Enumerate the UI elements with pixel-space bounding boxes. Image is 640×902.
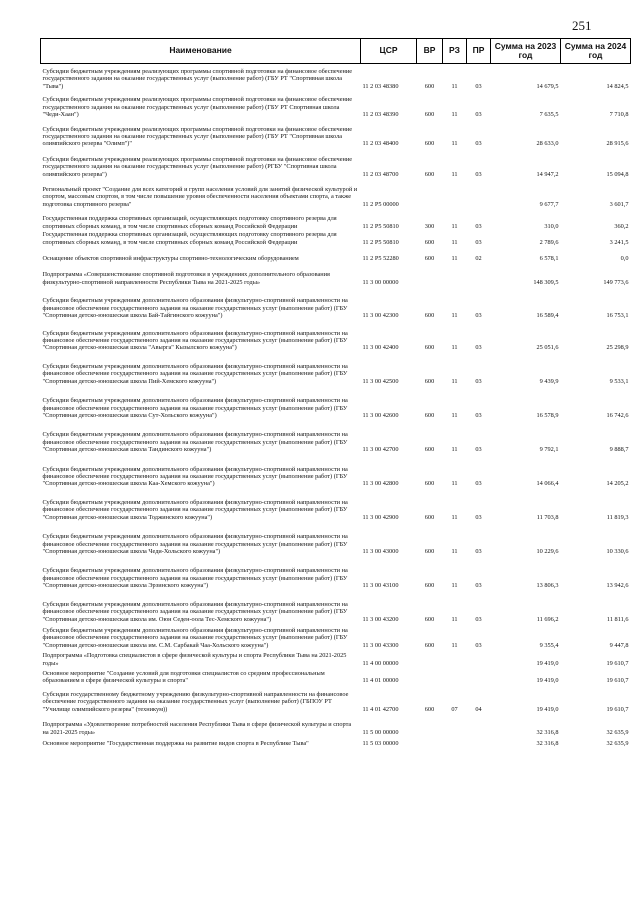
row-sum-2023: 9 355,4 bbox=[539, 641, 559, 649]
row-vr: 600 bbox=[424, 547, 435, 555]
row-vr bbox=[417, 721, 443, 740]
row-rz bbox=[443, 740, 467, 751]
row-name: Основное мероприятие "Создание условий для подготовки специалистов со средним профессиональным образованием в сфере физической культуры и спорта" bbox=[42, 670, 325, 685]
row-rz: 11 bbox=[451, 582, 458, 590]
row-sum-2024: 28 915,6 bbox=[606, 140, 629, 148]
row-sum-2024: 13 942,6 bbox=[606, 582, 629, 590]
table-row bbox=[41, 567, 631, 600]
row-vr bbox=[417, 740, 443, 751]
row-sum-2023: 32 316,8 bbox=[536, 728, 559, 736]
row-name: Оснащение объектов спортивной инфраструктуры спортивно-технологическим оборудованием bbox=[42, 255, 299, 263]
budget-table bbox=[40, 38, 631, 751]
row-vr: 600 bbox=[424, 377, 435, 385]
row-sum-2024: 32 635,9 bbox=[606, 740, 629, 747]
row-sum-2024: 3 241,5 bbox=[609, 238, 629, 246]
row-csr: 11 2 03 48380 bbox=[362, 82, 399, 90]
row-pr bbox=[467, 721, 491, 740]
row-csr: 11 3 00 42600 bbox=[362, 411, 399, 419]
table-row bbox=[41, 691, 631, 721]
row-sum-2024: 32 635,9 bbox=[606, 728, 629, 736]
row-vr: 600 bbox=[424, 111, 435, 119]
row-rz: 11 bbox=[451, 344, 458, 352]
row-sum-2023: 14 679,5 bbox=[536, 82, 559, 90]
row-sum-2023: 16 578,9 bbox=[536, 411, 559, 419]
row-vr: 600 bbox=[424, 344, 435, 352]
row-sum-2024: 360,2 bbox=[614, 222, 629, 230]
row-vr bbox=[417, 271, 443, 297]
row-sum-2024: 16 753,1 bbox=[606, 312, 629, 320]
row-sum-2023: 148 309,5 bbox=[533, 278, 559, 286]
row-pr: 03 bbox=[475, 82, 482, 90]
row-csr: 11 4 01 00000 bbox=[362, 677, 399, 685]
row-csr: 11 5 00 00000 bbox=[362, 728, 399, 736]
row-rz: 11 bbox=[451, 480, 458, 488]
row-rz: 11 bbox=[451, 222, 458, 230]
row-sum-2024: 16 742,6 bbox=[606, 411, 629, 419]
table-row bbox=[41, 533, 631, 567]
row-csr: 11 2 03 48390 bbox=[362, 111, 399, 119]
row-pr: 03 bbox=[475, 411, 482, 419]
row-sum-2024: 9 447,8 bbox=[609, 641, 629, 649]
row-pr: 03 bbox=[475, 111, 482, 119]
table-row bbox=[41, 397, 631, 431]
row-rz: 11 bbox=[451, 615, 458, 623]
table-row bbox=[41, 601, 631, 627]
row-sum-2023: 9 677,7 bbox=[539, 200, 559, 208]
row-name: Основное мероприятие "Государственная поддержка на развитие видов спорта в Республике Тыва" bbox=[42, 740, 309, 747]
row-sum-2023: 14 066,4 bbox=[536, 480, 559, 488]
row-name: Субсидии бюджетным учреждениям реализующих программы спортивной подготовки на финансовое обеспечение государственного задания на оказание государственных услуг (выполнение работ) (ГБУ РТ "Спортивная школа "Тыва") bbox=[42, 68, 353, 90]
row-sum-2023: 310,0 bbox=[544, 222, 559, 230]
row-sum-2023: 7 635,5 bbox=[539, 111, 559, 119]
row-sum-2023: 16 589,4 bbox=[536, 312, 559, 320]
row-pr: 03 bbox=[475, 344, 482, 352]
row-pr: 02 bbox=[475, 255, 482, 263]
row-name: Подпрограмма «Совершенствование спортивной подготовки в учреждениях дополнительного образования физкультурно-спортивной направленности Республики Тыва на 2021-2025 годы» bbox=[42, 271, 330, 286]
row-csr: 11 2 P5 50810 bbox=[362, 238, 399, 246]
row-rz: 11 bbox=[451, 255, 458, 263]
row-vr: 600 bbox=[424, 641, 435, 649]
header-pr: ПР bbox=[467, 39, 491, 64]
row-csr: 11 3 00 42900 bbox=[362, 513, 399, 521]
row-csr: 11 3 00 42500 bbox=[362, 377, 399, 385]
row-csr: 11 3 00 42800 bbox=[362, 480, 399, 488]
row-csr: 11 4 01 42700 bbox=[362, 705, 399, 713]
table-row bbox=[41, 431, 631, 465]
row-sum-2024: 3 601,7 bbox=[609, 200, 629, 208]
row-sum-2023: 19 419,0 bbox=[536, 677, 559, 685]
row-pr bbox=[467, 670, 491, 691]
header-sum-2024: Сумма на 2024 год bbox=[561, 39, 631, 64]
row-sum-2024: 14 824,5 bbox=[606, 82, 629, 90]
table-row bbox=[41, 652, 631, 670]
row-csr: 11 3 00 42700 bbox=[362, 446, 399, 454]
row-pr bbox=[467, 186, 491, 215]
table-row bbox=[41, 126, 631, 156]
row-pr: 03 bbox=[475, 641, 482, 649]
row-rz: 11 bbox=[451, 377, 458, 385]
row-name: Субсидии государственному бюджетному учреждению физкультурно-спортивной направленности на финансовое обеспечение государственного задания на оказание государственных услуг (выполнение работ) (ГБПОУ РТ "Училище олимпийского резерва" (техникум)) bbox=[42, 690, 349, 713]
row-csr: 11 3 00 43000 bbox=[362, 547, 399, 555]
row-sum-2024: 25 298,9 bbox=[606, 344, 629, 352]
row-rz: 11 bbox=[451, 82, 458, 90]
row-csr: 11 5 03 00000 bbox=[362, 740, 399, 747]
row-pr: 03 bbox=[475, 446, 482, 454]
row-vr: 600 bbox=[424, 238, 435, 246]
row-name: Субсидии бюджетным учреждениям дополнительного образования физкультурно-спортивной направленности на финансовое обеспечение государственного задания на оказание государственных услуг (выполнение работ) (ГБУ "Спортивная детско-юношеская школа Чеди-Хольского кожууна") bbox=[42, 533, 348, 555]
row-sum-2024: 11 819,3 bbox=[606, 513, 629, 521]
table-row bbox=[41, 297, 631, 329]
row-name: Субсидии бюджетным учреждениям дополнительного образования физкультурно-спортивной направленности на финансовое обеспечение государственного задания на оказание государственных услуг (выполнение работ) (ГБУ "Спортивная детско-юношеская школа им. С.М. Сарбакай Чаа-Хольского кожууна") bbox=[42, 626, 348, 649]
row-name: Субсидии бюджетным учреждениям дополнительного образования физкультурно-спортивной направленности на финансовое обеспечение государственного задания на оказание государственных услуг (выполнение работ) (ГБУ "Спортивная детско-юношеская школа Тандинского кожууна") bbox=[42, 431, 348, 454]
row-rz: 11 bbox=[451, 170, 458, 178]
row-pr: 03 bbox=[475, 140, 482, 148]
table-body bbox=[41, 64, 631, 752]
row-sum-2023: 2 789,6 bbox=[539, 238, 559, 246]
row-sum-2023: 11 703,8 bbox=[536, 513, 559, 521]
row-pr: 03 bbox=[475, 480, 482, 488]
row-vr bbox=[417, 652, 443, 670]
row-sum-2024: 7 710,8 bbox=[609, 111, 629, 119]
row-csr: 11 4 00 00000 bbox=[362, 659, 399, 667]
row-rz: 11 bbox=[451, 513, 458, 521]
table-row bbox=[41, 255, 631, 271]
row-vr: 600 bbox=[424, 82, 435, 90]
row-sum-2024: 19 610,7 bbox=[606, 677, 629, 685]
header-name: Наименование bbox=[41, 39, 361, 64]
row-sum-2023: 9 792,1 bbox=[539, 446, 559, 454]
row-rz: 07 bbox=[451, 705, 458, 713]
row-pr bbox=[467, 271, 491, 297]
table-row bbox=[41, 740, 631, 751]
page-number: 251 bbox=[572, 18, 592, 33]
row-vr: 600 bbox=[424, 170, 435, 178]
row-sum-2024: 19 610,7 bbox=[606, 705, 629, 713]
row-sum-2024: 9 888,7 bbox=[609, 446, 629, 454]
row-name: Субсидии бюджетным учреждениям дополнительного образования физкультурно-спортивной направленности на финансовое обеспечение государственного задания на оказание государственных услуг (выполнение работ) (ГБУ "Спортивная детско-юношеская школа им. Оюн Седен-оола Тес-Хемского кожууна") bbox=[42, 600, 348, 623]
row-vr: 600 bbox=[424, 255, 435, 263]
row-name: Субсидии бюджетным учреждениям дополнительного образования физкультурно-спортивной направленности на финансовое обеспечение государственного задания на оказание государственных услуг (выполнение работ) (ГБУ "Спортивная детско-юношеская школа Бай-Тайгинского кожууна") bbox=[42, 297, 348, 320]
row-vr: 300 bbox=[424, 222, 435, 230]
row-sum-2024: 9 533,1 bbox=[609, 377, 629, 385]
table-row bbox=[41, 466, 631, 499]
row-vr: 600 bbox=[424, 312, 435, 320]
row-vr: 600 bbox=[424, 513, 435, 521]
row-csr: 11 2 03 48700 bbox=[362, 170, 399, 178]
row-sum-2024: 11 811,6 bbox=[606, 615, 629, 623]
row-name: Региональный проект "Создание для всех категорий и групп населения условий для занятий физической культурой и спортом, массовым спортом, в том числе повышение уровня обеспеченности населения объектами спорта, а также подготовка спортивного резерва" bbox=[42, 186, 358, 208]
row-vr: 600 bbox=[424, 705, 435, 713]
row-sum-2023: 19 419,0 bbox=[536, 705, 559, 713]
row-pr bbox=[467, 740, 491, 751]
row-pr: 03 bbox=[475, 513, 482, 521]
row-name: Субсидии бюджетным учреждениям дополнительного образования физкультурно-спортивной направленности на финансовое обеспечение государственного задания на оказание государственных услуг (выполнение работ) (ГБУ "Спортивная детско-юношеская школа Каа-Хемского кожууна") bbox=[42, 465, 348, 488]
row-name: Субсидии бюджетным учреждениям дополнительного образования физкультурно-спортивной направленности на финансовое обеспечение государственного задания на оказание государственных услуг (выполнение работ) (ГБУ "Спортивная детско-юношеская школа Сут-Хольского кожууна") bbox=[42, 397, 348, 419]
row-name: Подпрограмма «Удовлетворение потребностей населения Республики Тыва в сфере физической культуры и спорта на 2021-2025 годы» bbox=[42, 721, 352, 736]
row-vr: 600 bbox=[424, 140, 435, 148]
row-sum-2024: 149 773,6 bbox=[603, 278, 629, 286]
table-row bbox=[41, 231, 631, 255]
row-csr: 11 3 00 43100 bbox=[362, 582, 399, 590]
row-csr: 11 3 00 43200 bbox=[362, 615, 399, 623]
row-name: Государственная поддержка спортивных организаций, осуществляющих подготовку спортивного резерва для спортивных сборных команд, в том числе спортивных сборных команд Российской Федерации bbox=[42, 215, 337, 230]
table-header bbox=[41, 39, 631, 64]
row-sum-2024: 15 094,8 bbox=[606, 170, 629, 178]
row-pr: 03 bbox=[475, 615, 482, 623]
row-csr: 11 3 00 00000 bbox=[362, 278, 399, 286]
table-row bbox=[41, 499, 631, 533]
row-csr: 11 2 P5 00000 bbox=[362, 200, 399, 208]
row-rz bbox=[443, 271, 467, 297]
row-vr bbox=[417, 670, 443, 691]
table-row bbox=[41, 186, 631, 215]
row-sum-2024: 0,0 bbox=[620, 255, 629, 263]
row-name: Государственная поддержка спортивных организаций, осуществляющих подготовку спортивного резерва для спортивных сборных команд, в том числе спортивных сборных команд Российской Федерации bbox=[42, 231, 337, 246]
table-row bbox=[41, 670, 631, 691]
table-row bbox=[41, 215, 631, 231]
table-row bbox=[41, 156, 631, 186]
row-pr bbox=[467, 652, 491, 670]
row-name: Субсидии бюджетным учреждениям реализующих программы спортивной подготовки на финансовое обеспечение государственного задания на оказание государственных услуг (выполнение работ) (ГБУ РТ "Спортивная школа олимпийского резерва "Олимп")" bbox=[42, 125, 353, 148]
row-rz: 11 bbox=[451, 547, 458, 555]
header-sum-2023: Сумма на 2023 год bbox=[491, 39, 561, 64]
row-pr: 03 bbox=[475, 547, 482, 555]
table-row bbox=[41, 68, 631, 96]
header-csr: ЦСР bbox=[361, 39, 417, 64]
row-name: Субсидии бюджетным учреждениям реализующих программы спортивной подготовки на финансовое обеспечение государственного задания на оказание государственных услуг (выполнение работ) (РГБУ "Спортивная школа олимпийского резерва") bbox=[42, 155, 353, 178]
row-rz: 11 bbox=[451, 446, 458, 454]
row-sum-2023: 13 806,3 bbox=[536, 582, 559, 590]
row-sum-2023: 6 578,1 bbox=[539, 255, 559, 263]
row-name: Подпрограмма «Подготовка специалистов в сфере физической культуры и спорта Республики Тыва на 2021-2025 годы» bbox=[42, 652, 347, 667]
row-csr: 11 2 03 48400 bbox=[362, 140, 399, 148]
row-csr: 11 3 00 42400 bbox=[362, 344, 399, 352]
row-name: Субсидии бюджетным учреждениям реализующих программы спортивной подготовки на финансовое обеспечение государственного задания на оказание государственных услуг (выполнение работ) (ГБУ РТ Спортивная школа "Чеди-Хаан") bbox=[42, 96, 353, 119]
row-pr: 03 bbox=[475, 170, 482, 178]
table-row bbox=[41, 627, 631, 652]
table-row bbox=[41, 363, 631, 397]
row-sum-2023: 10 229,6 bbox=[536, 547, 559, 555]
row-rz: 11 bbox=[451, 140, 458, 148]
row-pr: 03 bbox=[475, 312, 482, 320]
row-csr: 11 3 00 43300 bbox=[362, 641, 399, 649]
row-rz: 11 bbox=[451, 312, 458, 320]
row-rz bbox=[443, 670, 467, 691]
header-rz: РЗ bbox=[443, 39, 467, 64]
row-rz: 11 bbox=[451, 111, 458, 119]
row-pr: 03 bbox=[475, 377, 482, 385]
row-sum-2024: 14 205,2 bbox=[606, 480, 629, 488]
row-pr: 04 bbox=[475, 705, 482, 713]
row-rz bbox=[443, 652, 467, 670]
row-sum-2023: 25 051,6 bbox=[536, 344, 559, 352]
row-name: Субсидии бюджетным учреждениям дополнительного образования физкультурно-спортивной направленности на финансовое обеспечение государственного задания на оказание государственных услуг (выполнение работ) (ГБУ "Спортивная детско-юношеская школа Тоджинского кожууна") bbox=[42, 498, 348, 521]
row-vr: 600 bbox=[424, 446, 435, 454]
row-rz bbox=[443, 721, 467, 740]
table-row bbox=[41, 721, 631, 740]
row-name: Субсидии бюджетным учреждениям дополнительного образования физкультурно-спортивной направленности на финансовое обеспечение государственного задания на оказание государственных услуг (выполнение работ) (ГБУ "Спортивная детско-юношеская школа Эрзинского кожууна") bbox=[42, 567, 348, 590]
row-rz: 11 bbox=[451, 411, 458, 419]
row-sum-2024: 10 330,6 bbox=[606, 547, 629, 555]
row-csr: 11 2 P5 52280 bbox=[362, 255, 399, 263]
row-vr: 600 bbox=[424, 411, 435, 419]
row-rz: 11 bbox=[451, 238, 458, 246]
row-sum-2023: 28 633,0 bbox=[536, 140, 559, 148]
row-sum-2023: 14 947,2 bbox=[536, 170, 559, 178]
row-vr: 600 bbox=[424, 615, 435, 623]
row-vr bbox=[417, 186, 443, 215]
row-name: Субсидии бюджетным учреждениям дополнительного образования физкультурно-спортивной направленности на финансовое обеспечение государственного задания на оказание государственных услуг (выполнение работ) (ГБУ "Спортивная детско-юношеская школа "Авырга" Кызылского кожууна") bbox=[42, 329, 348, 352]
row-rz bbox=[443, 186, 467, 215]
table-row bbox=[41, 96, 631, 125]
row-sum-2023: 32 316,8 bbox=[536, 740, 559, 747]
row-csr: 11 3 00 42300 bbox=[362, 312, 399, 320]
row-sum-2023: 19 419,0 bbox=[536, 659, 559, 667]
row-vr: 600 bbox=[424, 480, 435, 488]
row-sum-2023: 11 696,2 bbox=[536, 615, 559, 623]
row-pr: 03 bbox=[475, 582, 482, 590]
header-vr: ВР bbox=[417, 39, 443, 64]
row-sum-2024: 19 610,7 bbox=[606, 659, 629, 667]
row-pr: 03 bbox=[475, 238, 482, 246]
table-row bbox=[41, 330, 631, 363]
table-row bbox=[41, 271, 631, 297]
row-vr: 600 bbox=[424, 582, 435, 590]
row-csr: 11 2 P5 50810 bbox=[362, 222, 399, 230]
row-sum-2023: 9 439,9 bbox=[539, 377, 559, 385]
row-rz: 11 bbox=[451, 641, 458, 649]
row-name: Субсидии бюджетным учреждениям дополнительного образования физкультурно-спортивной направленности на финансовое обеспечение государственного задания на оказание государственных услуг (выполнение работ) (ГБУ "Спортивная детско-юношеская школа Пий-Хемского кожууна") bbox=[42, 362, 348, 385]
row-pr: 03 bbox=[475, 222, 482, 230]
